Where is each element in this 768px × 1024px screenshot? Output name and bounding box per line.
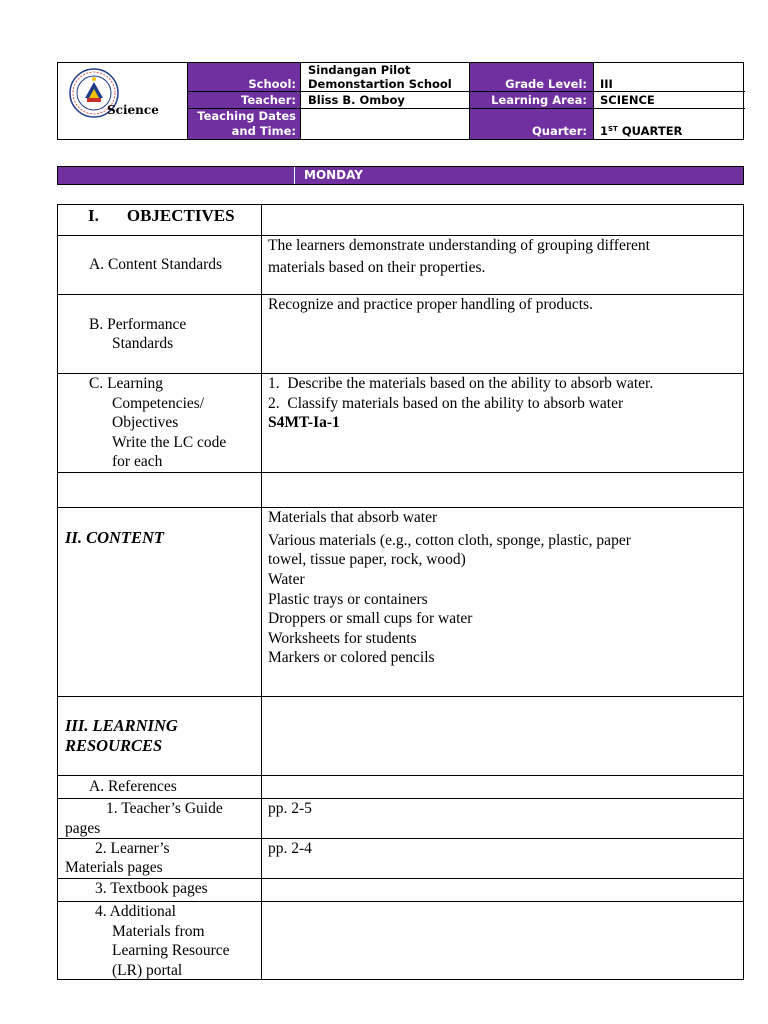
objectives-heading: I. OBJECTIVES — [88, 206, 235, 225]
lc-code: S4MT-Ia-1 — [268, 414, 340, 431]
teaching-dates-label-1: Teaching Dates — [197, 109, 296, 123]
header-table — [57, 62, 744, 140]
lesson-plan-table — [57, 204, 744, 980]
content-item-2: Various materials (e.g., cotton cloth, sponge, plastic, paper — [268, 532, 631, 549]
competencies-label-1: C. Learning — [89, 375, 164, 392]
teacher-value: Bliss B. Omboy — [308, 93, 405, 107]
teachers-guide-label-2: pages — [65, 820, 101, 837]
day-bar — [57, 166, 744, 185]
subject-label: Science — [107, 103, 159, 117]
references-label: A. References — [89, 778, 177, 795]
learners-materials-value: pp. 2-4 — [268, 840, 312, 857]
content-standards-line-2: materials based on their properties. — [268, 259, 486, 276]
competencies-label-2: Competencies/ — [112, 395, 205, 412]
resources-heading-1: III. LEARNING — [65, 716, 178, 735]
competency-item-1: 1. Describe the materials based on the ability to absorb water. — [268, 375, 654, 392]
competencies-label-4: Write the LC code — [112, 434, 227, 451]
teaching-dates-label-2: and Time: — [231, 124, 296, 138]
teachers-guide-value: pp. 2-5 — [268, 800, 312, 817]
quarter-value: 1ST QUARTER — [600, 124, 683, 138]
additional-materials-label-2: Materials from — [112, 923, 205, 940]
day-label: MONDAY — [304, 168, 363, 182]
resources-heading-2: RESOURCES — [65, 736, 163, 755]
grade-level-label: Grade Level: — [505, 77, 587, 91]
content-item-6: Droppers or small cups for water — [268, 610, 473, 627]
school-label: School: — [248, 77, 296, 91]
performance-standards-label-1: B. Performance — [89, 316, 187, 333]
competencies-label-5: for each — [112, 453, 163, 470]
content-item-4: Water — [268, 571, 305, 588]
competencies-label-3: Objectives — [112, 414, 179, 431]
learning-area-value: SCIENCE — [600, 93, 655, 107]
content-heading: II. CONTENT — [65, 528, 165, 547]
learners-materials-label-1: 2. Learner’s — [95, 840, 170, 857]
additional-materials-label-3: Learning Resource — [112, 942, 230, 959]
school-value-2: Demonstartion School — [308, 77, 452, 91]
additional-materials-label-1: 4. Additional — [95, 903, 176, 920]
learners-materials-label-2: Materials pages — [65, 859, 163, 876]
textbook-pages-label: 3. Textbook pages — [95, 880, 208, 897]
content-standards-label: A. Content Standards — [89, 256, 223, 273]
performance-standards-value: Recognize and practice proper handling of products. — [268, 296, 593, 313]
grade-level-value: III — [600, 77, 613, 91]
content-item-7: Worksheets for students — [268, 630, 417, 647]
content-item-1: Materials that absorb water — [268, 509, 438, 526]
content-item-5: Plastic trays or containers — [268, 591, 428, 608]
learning-area-label: Learning Area: — [491, 93, 587, 107]
performance-standards-label-2: Standards — [112, 335, 174, 352]
logo-cell — [58, 63, 188, 139]
content-item-3: towel, tissue paper, rock, wood) — [268, 551, 466, 568]
teacher-label: Teacher: — [241, 93, 296, 107]
additional-materials-label-4: (LR) portal — [112, 962, 183, 979]
school-value-1: Sindangan Pilot — [308, 63, 411, 77]
teachers-guide-label-1: 1. Teacher’s Guide — [106, 800, 223, 817]
content-standards-line-1: The learners demonstrate understanding of grouping different — [268, 237, 650, 254]
content-item-8: Markers or colored pencils — [268, 649, 435, 666]
competency-item-2: 2. Classify materials based on the ability to absorb water — [268, 395, 624, 412]
quarter-label: Quarter: — [532, 124, 587, 138]
